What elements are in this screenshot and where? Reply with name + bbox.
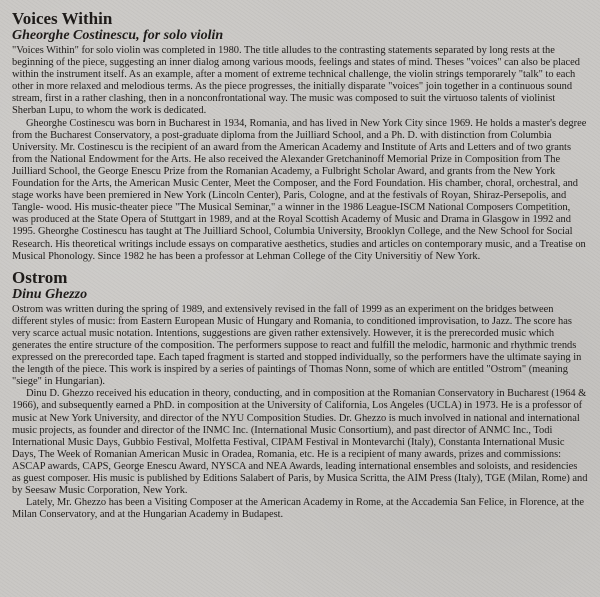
work-composer-subtitle: Dinu Ghezzo [12,286,88,302]
work-composer-subtitle: Gheorghe Costinescu, for solo violin [12,28,224,43]
work-title: Ostrom [12,267,68,287]
work-title: Voices Within [12,9,113,28]
section-ostrom [12,269,588,522]
section-voices-within [12,10,588,263]
composer-bio-paragraph: Lately, Mr. Ghezzo has been a Visiting Composer at the American Academy in Rome, at the Accademia San Felice, in Florence, at the Milan Conservatory, and at the Hungarian Academy in Budapest. [12,497,584,521]
program-note-paragraph: Ostrom was written during the spring of 1989, and extensively revised in the fall of 1999 as an experiment on the bridges between different styles of music: from Eastern European Music of Hungary and Romania, to conditioned improvisation, to Jazz. The score has very scarce actual music notation. Intentions, suggestions are given rather extensively. However, it is the prerecorded music which generates the entire structure of the composition. The performers suppose to react and fulfill the melodic, harmonic and rhythmic trends expressed on the prerecorded tape. Each taped fragment is started and stopped individually, so the performers have the ultimate saying in the length of the piece. This work is inspired by a series of paintings of Thomas Nonn, some of which are entitled "Ostrom" (meaning "siege" in Hungarian). [12,303,582,388]
composer-bio-paragraph: Gheorghe Costinescu was born in Bucharest in 1934, Romania, and has lived in New York City since 1969. He holds a master's degree from the Bucharest Conservatory, a post-graduate diploma from the Juilliard School, and a Ph. D. with distinction from Columbia University. Mr. Costinescu is the recipient of an award from the American Academy and Institute of Arts and Letters and of two grants from the National Endowment for the Arts. He also received the Alexander Gretchaninoff Memorial Prize in Composition from The Juilliard School, the George Enescu Prize from the Romanian Academy, a Fulbright Scholar Award, and grants from the New York Foundation for the Arts, the American Music Center, Meet the Composer, and the Ford Foundation. His chamber, choral, orchestral, and stage works have been premiered in New York (Lincoln Center), Paris, Cologne, and at the festivals of Royan, Shiraz-Persepolis, and Tangle- wood. His music-theater piece "The Musical Seminar," a winner in the 1986 League-ISCM National Composers Competition, was produced at the State Opera of Stuttgart in 1989, and at the Royal Scottish Academy of Music and Drama in Glasgow in 1992 and 1995. Gheorghe Costinescu has taught at The Juilliard School, Columbia University, Brooklyn College, and the New School for Social Research. His theoretical writings include essays on comparative aesthetics, studies and articles on contemporary music, and a Treatise on Musical Phonology. Since 1982 he has been a professor at Lehman College of the City Universitiy of New York. [12,117,587,262]
composer-bio-paragraph: Dinu D. Ghezzo received his education in theory, conducting, and in composition at the Romanian Conservatory in Bucharest (1964 & 1966), and subsequently earned a PhD. in composition at the University of California, Los Angeles (UCLA) in 1973. He is a professor of music at New York University, and director of the NYU Composition Studies. Dr. Ghezzo is much involved in national and international music projects, as founder and director of the INMC Inc. (International Music Consortium), and past director of ANMC Inc., Todi International Music Days, Gubbio Festival, Molfetta Festival, CIPAM Festival in Montevarchi (Italy), Constanta International Music Days, The Week of Romanian American Music in Oradea, Romania, etc. He is a recipient of many awards, prizes and commissions: ASCAP awards, CAPS, George Enescu Award, NYSCA and NEA Awards, leading international ensembles and soloists, and residencies as guest composer. His music is published by Editions Salabert of Paris, by Musica Scritta, the AIM Press (Italy), TGE (Milan, Rome) and by Seesaw Music Corporation, New York. [12,388,588,497]
program-note-paragraph: "Voices Within" for solo violin was completed in 1980. The title alludes to the contrasting statements separated by long rests at the beginning of the piece, suggesting an inner dialog among various moods, feelings and states of mind. Theses "voices" can also be placed within the instrument itself. As an example, after a moment of extreme technical challenge, the violin strings temporarely "talk" to each other in more relaxed and melodious terms. As the piece progresses, the initially disparate "voices" join together in a continuous sound stream, first in a rather clashing, then in a nonconfrontational way. The music was composed to suit the virtuoso talents of violinist Sherban Lupu, to whom the work is dedicated. [12,45,580,117]
